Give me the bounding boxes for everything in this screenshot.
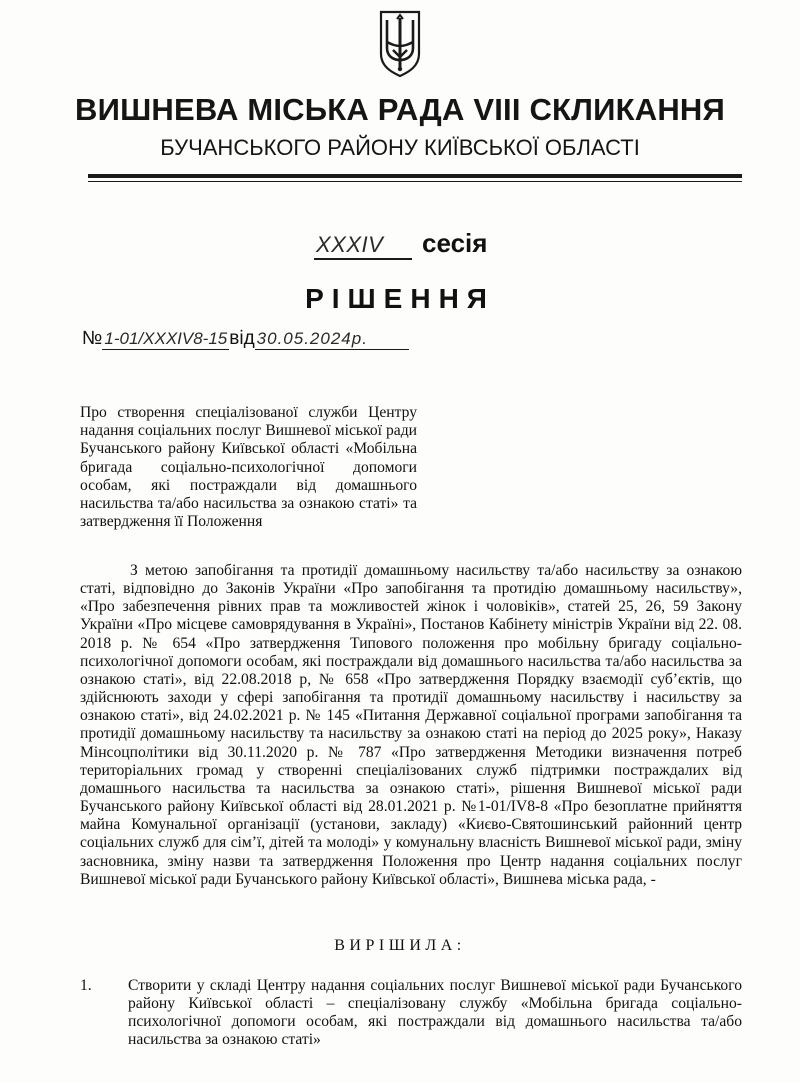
list-item [80,977,742,1050]
session-line [314,228,487,268]
trident-coat-of-arms-icon [378,10,422,78]
date-prefix: від [229,328,255,349]
number-prefix: № [82,328,103,349]
council-subtitle: БУЧАНСЬКОГО РАЙОНУ КИЇВСЬКОЇ ОБЛАСТІ [160,135,640,160]
session-number: XXXIV [314,232,412,260]
decision-number-line [82,328,409,350]
resolved-heading: ВИРІШИЛА: [334,937,466,954]
decision-date: 30.05.2024р. [255,329,409,350]
preamble-paragraph: З метою запобігання та протидії домашньому насильству та/або насильству за ознакою статі, відповідно до Законів України «Про запобігання та протидію домашньому насильству», «Про забезпечення рівних прав та можливостей жінок і чоловіків», статей 25, 26, 59 Закону України «Про місцеве самоврядування в Україні», Постанов Кабінету міністрів України від 22. 08. 2018 р. № 654 «Про затвердження Типового положення про мобільну бригаду соціально-психологічної допомоги особам, які постраждали від домашнього насильства та/або насильства за ознакою статі», від 22.08.2018 р, № 658 «Про затвердження Порядку взаємодії суб’єктів, що здійснюють заходи у сфері запобігання та протидії домашньому насильству і насильству за ознакою статі», від 24.02.2021 р. № 145 «Питання Державної соціальної програми запобігання та протидії домашньому насильству та насильству за ознакою статі на період до 2025 року», Наказу Мінсоцполітики від 30.11.2020 р. № 787 «Про затвердження Методики визначення потреб територіальних громад у створенні спеціалізованих служб підтримки постраждалих від домашнього насильства та насильства за ознакою статі», рішення Вишневої міської ради Бучанського району Київської області від 28.01.2021 р. №1-01/IV8-8 «Про безоплатне прийняття майна Комунальної організації (установи, закладу) «Києво-Святошинський районний центр соціальних служб для сім’ї, дітей та молоді» у комунальну власність Вишневої міської ради, зміну засновника, зміну назви та затвердження Положення про Центр надання соціальних послуг Вишневої міської ради Бучанського району Київської області», Вишнева міська рада, - [80,562,742,888]
decision-number: 1-01/XXXIV8-15 [104,329,228,348]
session-label: сесія [422,228,488,258]
header-divider-thick [88,174,742,178]
decision-subject: Про створення спеціалізованої служби Центру надання соціальних послуг Вишневої міської ради Бучанського району Київської області «Мобільна бригада соціально-психологічної допомоги особам, які постраждали від домашнього насильства та/або насильства за ознакою статі» та затвердження її Положення [80,404,417,531]
item-text: Створити у складі Центру надання соціальних послуг Вишневої міської ради Бучанського району Київської області – спеціалізовану службу «Мобільна бригада соціально-психологічної допомоги особам, які постраждали від домашнього насильства та/або насильства за ознакою статі» [128,977,742,1049]
item-number: 1. [80,977,92,994]
header-divider-thin [88,181,742,182]
decision-heading: РІШЕННЯ [305,283,495,314]
council-title: ВИШНЕВА МІСЬКА РАДА VIII СКЛИКАННЯ [75,92,725,127]
